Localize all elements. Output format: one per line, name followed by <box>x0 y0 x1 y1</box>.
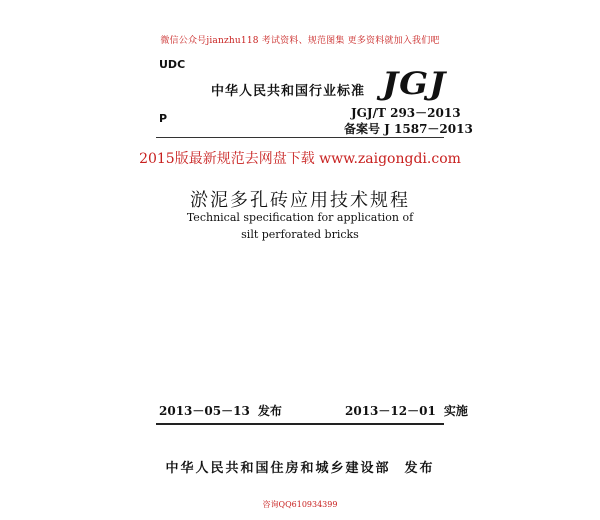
footer-divider <box>156 423 444 425</box>
implement-date: 2013－12－01 <box>345 404 436 418</box>
publish-label: 发布 <box>257 404 282 418</box>
header-divider <box>156 137 444 138</box>
publisher-line <box>0 457 600 476</box>
standard-code: JGJ/T 293－2013 <box>351 106 461 120</box>
publish-date: 2013－05－13 <box>159 404 250 418</box>
watermark-top: 微信公众号jianzhu118 考试资料、规范图集 更多资料就加入我们吧 <box>160 36 440 46</box>
publisher-action: 发布 <box>404 461 435 476</box>
document-title-chinese: 淤泥多孔砖应用技术规程 <box>190 190 410 211</box>
publisher-name: 中华人民共和国住房和城乡建设部 <box>165 461 391 476</box>
document-title-english-line1: Technical specification for application of <box>186 211 414 224</box>
watermark-middle: 2015版最新规范去网盘下载 www.zaigongdi.com <box>139 151 461 167</box>
jgj-logo: JGJ <box>382 66 447 102</box>
document-title-english-line2: silt perforated bricks <box>241 228 359 241</box>
udc-label: UDC <box>159 58 186 71</box>
implement-info <box>345 402 468 419</box>
standard-title: 中华人民共和国行业标准 <box>211 84 366 99</box>
publish-info <box>159 402 282 419</box>
record-number: 备案号 J 1587－2013 <box>344 122 473 136</box>
implement-label: 实施 <box>443 404 468 418</box>
watermark-bottom: 咨询QQ610934399 <box>262 500 338 509</box>
classification-label: P <box>159 112 168 125</box>
